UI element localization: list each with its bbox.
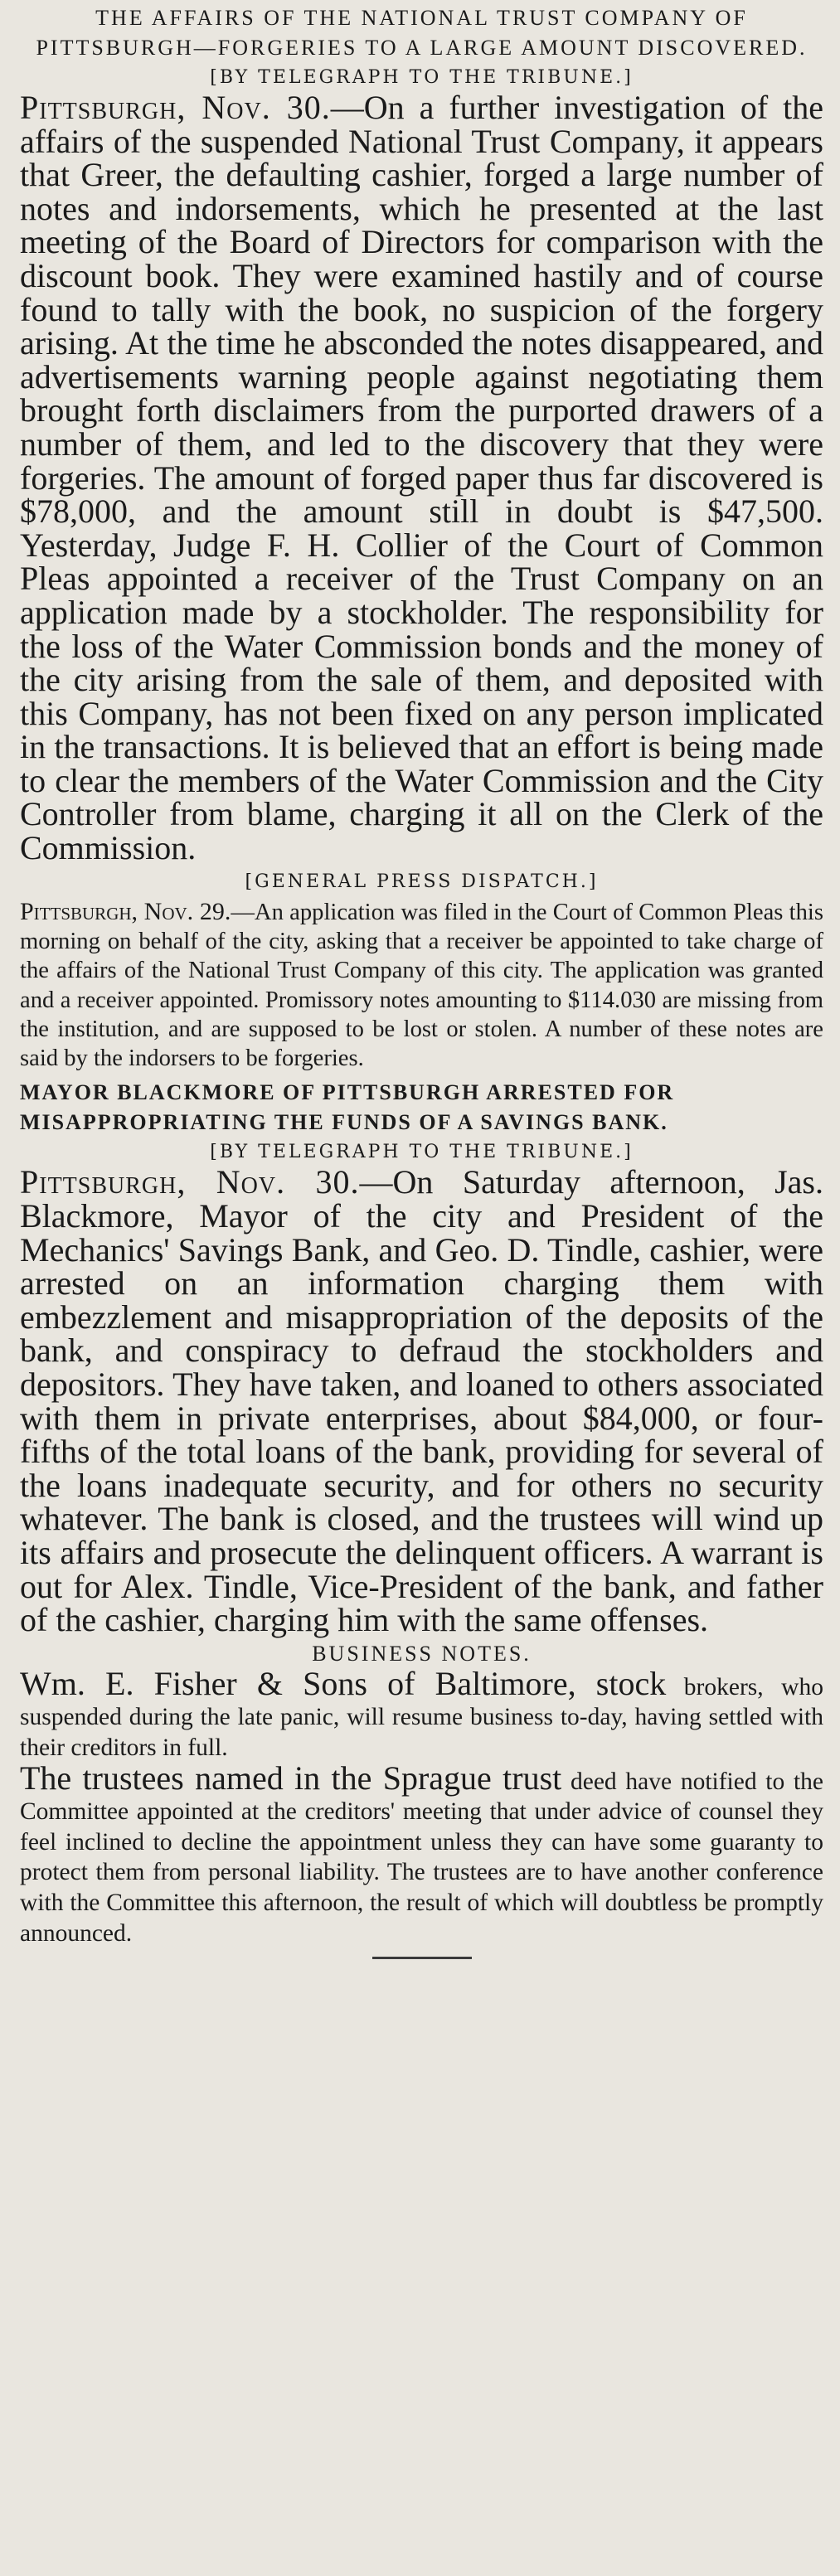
dateline: Pittsburgh, Nov. 30. — [20, 1163, 360, 1201]
credit-tribune: [BY TELEGRAPH TO THE TRIBUNE.] — [210, 1142, 634, 1163]
dateline: Pittsburgh, Nov. 30. — [20, 89, 331, 126]
paragraph-national-trust-1 — [20, 89, 823, 867]
paragraph-national-trust-2 — [20, 897, 823, 1074]
dateline: Pittsburgh, Nov. 29. — [20, 897, 231, 925]
credit-general-press: [GENERAL PRESS DISPATCH.] — [245, 871, 599, 892]
body-text: —An application was filed in the Court of Common Pleas this morning on behalf of the city, asking that a receiver be appointed to take charge of the affairs of the National Trust Company of this city. The application was granted and a receiver appointed. Promissory notes amounting to $114.030 are missing from the institution, and are supposed to be lost or stolen. A number of these notes are said by the indorsers to be forgeries. — [20, 899, 823, 1072]
article-national-trust — [20, 3, 823, 1073]
closing-rule — [372, 1957, 472, 1959]
article-business-notes — [20, 1639, 823, 1959]
headline-business-notes: BUSINESS NOTES. — [312, 1641, 532, 1666]
body-text: deed have notified to the Committee appointed at the creditors' meeting that under advice of counsel they feel inclined to decline the appointment unless they can have some guaranty to protect them from personal liability. The trustees are to have another conference with the Committee this afternoon, the result of which will doubtless be promptly announced. — [20, 1768, 824, 1947]
article-mayor-blackmore — [20, 1078, 823, 1638]
credit-tribune: [BY TELEGRAPH TO THE TRIBUNE.] — [210, 67, 634, 88]
lead-text: —On a further investigation of the affairs of the suspended National Trust Company, it appears that Greer, the defaulting cashier, forged a large number of notes and indorsements, which he presented at the last meeting of the Board of Directors for comparison with the discount book. They were examined hastily and of course found to tally with the book, no suspicion of the forgery arising. At the time he absconded the notes disappeared, and advertisements warning people against negotiating them brought forth disclaimers from the purported drawers of a number of them, and led to the discovery that they were forgeries. The amount of forged paper thus far discovered is $78,000, and the amount still in doubt is $47,500. Yesterday, Judge F. H. Collier of the Court of Common Pleas appointed a receiver of the Trust Company on an application made by a stockholder. The responsibility for the loss of the Water Commission bonds and the money of the city arising from the sale of them, and deposited with this Company, has not been fixed on any person implicated in the transactions. It is believed that an effort is being made to clear the members of the Water Commission and the City Controller from blame, charging it all on the Clerk of the Commission. — [20, 89, 823, 867]
lead-text: Wm. E. Fisher & Sons of Baltimore, stock — [20, 1664, 667, 1702]
paragraph-fisher-sons — [20, 1664, 823, 1763]
lead-text: The trustees named in the Sprague trust — [20, 1759, 562, 1797]
lead-text: —On Saturday afternoon, Jas. Blackmore, Mayor of the city and President of the Mechanics' Savings Bank, and Geo. D. Tindle, cashier, were arrested on an information charging them with embezzlement and misappropriation of the deposits of the bank, and conspiracy to defraud the stockholders and depositors. They have taken, and loaned to others associated with them in private enterprises, about $84,000, or four-fifths of the total loans of the bank, providing for several of the loans inadequate security, and for others no security whatever. The bank is closed, and the trustees will wind up its affairs and prosecute the delinquent officers. A warrant is out for Alex. Tindle, Vice-President of the bank, and father of the cashier, charging him with the same offenses. — [20, 1163, 823, 1639]
paragraph-sprague-trust — [20, 1759, 824, 1949]
headline-mayor-blackmore: MAYOR BLACKMORE OF PITTSBURGH ARRESTED FOR MISAPPROPRIATING THE FUNDS OF A SAVINGS BANK. — [20, 1080, 675, 1135]
paragraph-mayor-blackmore — [20, 1163, 823, 1639]
body-text: brokers, who suspended during the late panic, will resume business to-day, having settled with their creditors in full. — [20, 1673, 823, 1761]
headline-national-trust: THE AFFAIRS OF THE NATIONAL TRUST COMPANY OF PITTSBURGH—FORGERIES TO A LARGE AMOUNT DISCOVERED. — [36, 6, 808, 60]
